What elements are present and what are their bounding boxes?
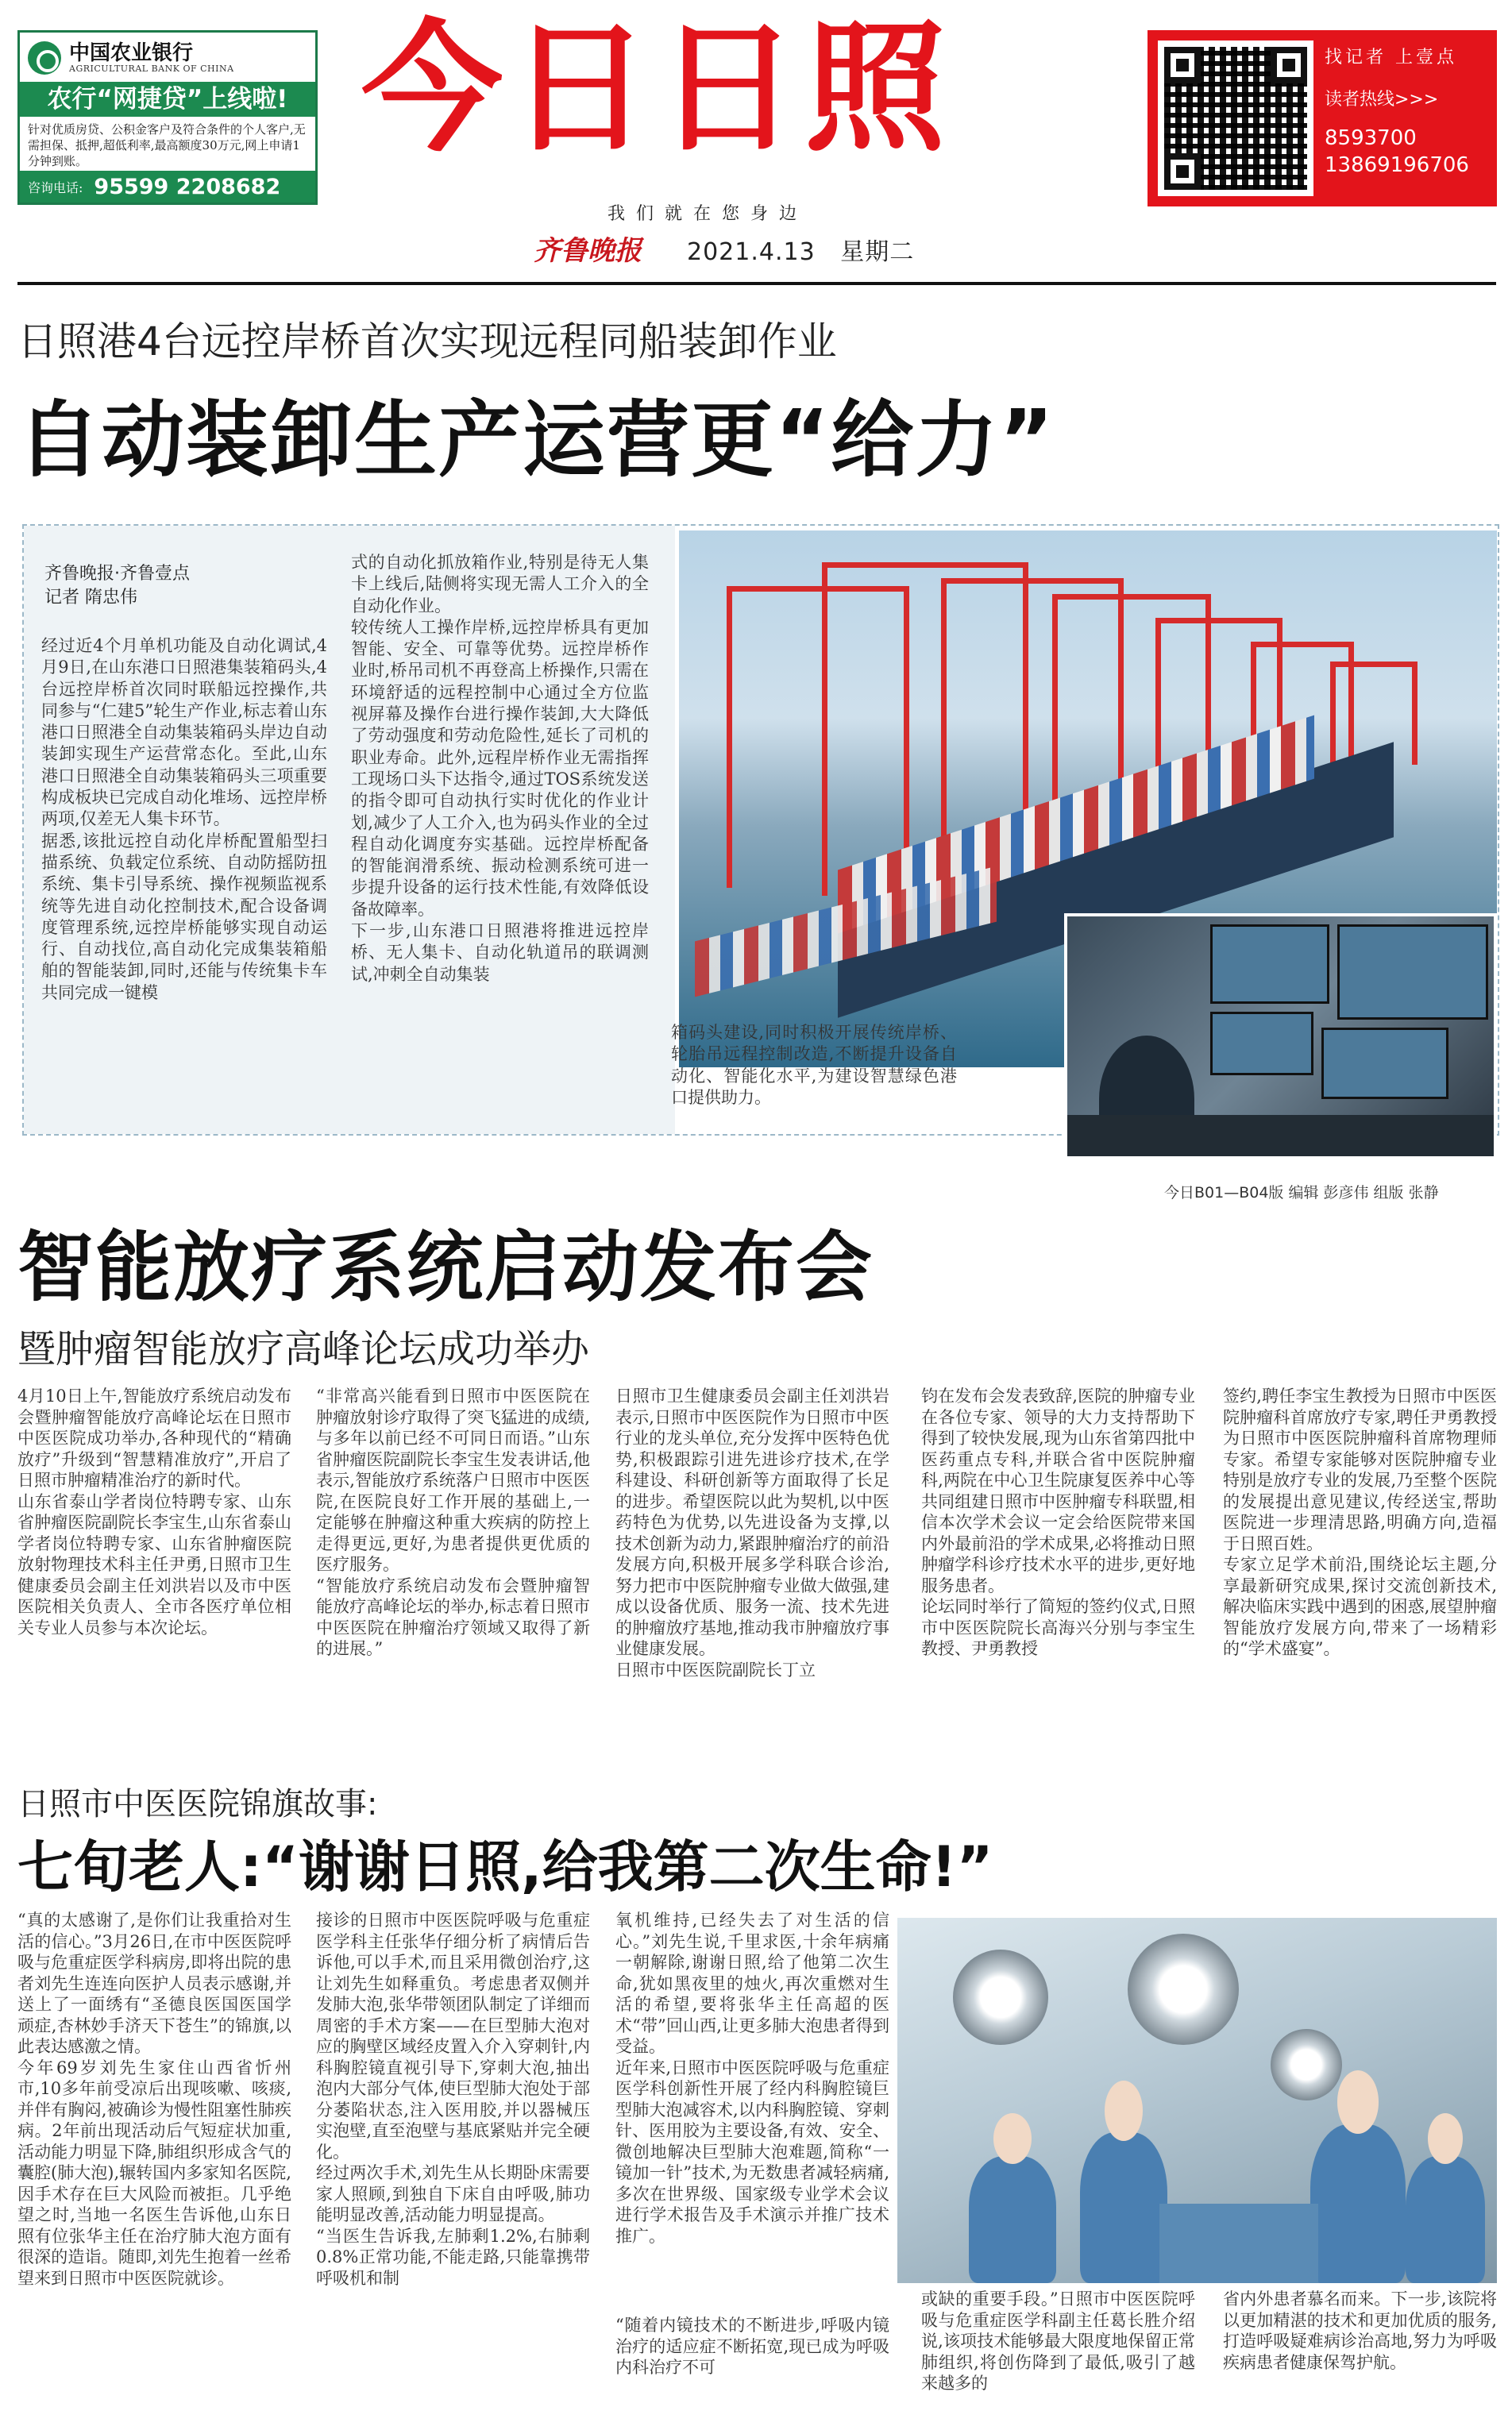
issue-date: 2021.4.13 [687, 238, 816, 266]
masthead-slogan: 我们就在您身边 [608, 204, 808, 224]
story3-column-2: 接诊的日照市中医医院呼吸与危重症医学科主任张华仔细分析了病情后告诉他,可以手术,而且采用微创治疗,这让刘先生如释重负。考虑患者双侧并发肺大泡,张华带领团队制定了详细而周密的手术方案——在巨型肺大泡对应的胸壁区域经皮置入介入穿刺针,内科胸腔镜直视引导下,穿刺大泡,抽出泡内大部分气体,使巨型肺大泡处于部分萎陷状态,注入医用胶,并以器械压实泡壁,直至泡壁与基底紧贴并完全硬化。 经过两次手术,刘先生从长期卧床需要家人照顾,到独自下床自由呼吸,肺功能明显改善,活动能力明显提高。 “当医生告诉我,左肺剩1.2%,右肺剩0.8%正常功能,不能走路,只能靠携带呼吸机和制 [316, 1911, 590, 2288]
story3-kicker: 日照市中医医院锦旗故事: [17, 1786, 378, 1823]
story1-byline-reporter: 记者 隋忠伟 [44, 588, 137, 608]
story1-byline [44, 562, 190, 610]
contact-box [1148, 30, 1497, 206]
ad-phone-label: 咨询电话: [28, 179, 83, 195]
story1-column-2: 式的自动化抓放箱作业,特别是待无人集卡上线后,陆侧将实现无需人工介入的全自动化作业。 较传统人工操作岸桥,远控岸桥具有更加智能、安全、可靠等优势。远控岸桥作业时,桥吊司机不再登高上桥操作,只需在环境舒适的远程控制中心通过全方位监视屏幕及操作台进行操作装卸,大大降低了劳动强度和劳动危险性,延长了司机的职业寿命。此外,远程岸桥作业无需指挥工现场口头下达指令,通过TOS系统发送的指令即可自动执行实时优化的作业计划,减少了人工介入,也为码头作业的全过程自动化调度夯实基础。远控岸桥配备的智能润滑系统、振动检测系统可进一步提升设备的运行技术性能,有效降低设备故障率。 下一步,山东港口日照港将推进远控岸桥、无人集卡、自动化轨道吊的联调测试,冲刺全自动集装 [351, 553, 649, 984]
story2-column-4: 钧在发布会发表致辞,医院的肿瘤专业在各位专家、领导的大力支持帮助下得到了较快发展,现为山东省第四批中医药重点专科,并联合省中医院肿瘤科,两院在中心卫生院康复医养中心等共同组建日照市中医肿瘤专科联盟,相信本次学术会议一定会给医院带来国内外最前沿的学术成果,必将推动日照肿瘤学科诊疗技术水平的进步,更好地服务患者。 论坛同时举行了简短的签约仪式,日照市中医医院院长高海兴分别与李宝生教授、尹勇教授 [921, 1387, 1195, 1658]
bank-name-english: AGRICULTURAL BANK OF CHINA [69, 63, 234, 74]
surgery-photo [897, 1918, 1497, 2283]
story2-subhead: 暨肿瘤智能放疗高峰论坛成功举办 [17, 1327, 590, 1371]
issue-weekday: 星期二 [840, 238, 915, 266]
bank-name: 中国农业银行 [69, 41, 194, 65]
story3-column-3: 氧机维持,已经失去了对生活的信心。”刘先生说,千里求医,十余年病痛一朝解除,谢谢日照,给了他第二次生命,犹如黑夜里的烛火,再次重燃对生活的希望,要将张华主任高超的医术“带”回山西,让更多肺大泡患者得到受益。 近年来,日照市中医医院呼吸与危重症医学科创新性开展了经内科胸腔镜巨型肺大泡减容术,以内科胸腔镜、穿刺针、医用胶为主要设备,有效、安全、微创地解决巨型肺大泡难题,简称“一镜加一针”技术,为无数患者减轻病痛,多次在世界级、国家级专业学术会议进行学术报告及手术演示并推广技术推广。 [615, 1911, 889, 2246]
story3-column-1: “真的太感谢了,是你们让我重拾对生活的信心。”3月26日,在市中医医院呼吸与危重症医学科病房,即将出院的患者刘先生连连向医护人员表示感谢,并送上了一面绣有“圣德良医国医国学顽症,杏林妙手济天下苍生”的锦旗,以此表达感激之情。 今年69岁刘先生家住山西省忻州市,10多年前受凉后出现咳嗽、咳痰,并伴有胸闷,被确诊为慢性阻塞性肺疾病。2年前出现活动后气短症状加重,活动能力明显下降,肺组织形成含气的囊腔(肺大泡),辗转国内多家知名医院,因手术存在巨大风险而被拒。几乎绝望之时,当地一名医生告诉他,山东日照有位张华主任在治疗肺大泡方面有很深的造诣。随即,刘先生抱着一丝希望来到日照市中医医院就诊。 [17, 1911, 291, 2288]
ad-phone-number: 95599 2208682 [94, 174, 281, 199]
contact-line-1: 找记者 上壹点 [1325, 48, 1457, 68]
story2-column-3: 日照市卫生健康委员会副主任刘洪岩表示,日照市中医医院作为日照市中医行业的龙头单位,充分发挥中医特色优势,积极跟踪引进先进诊疗技术,在学科建设、科研创新等方面取得了长足的进步。希望医院以此为契机,以中医药特色为优势,以先进设备为支撑,以技术创新为动力,紧跟肿瘤治疗的前沿发展方向,积极开展多学科联合诊治,努力把市中医院肿瘤专业做大做强,建成以设备优质、服务一流、技术先进的肿瘤放疗基地,推动我市肿瘤放疗事业健康发展。 日照市中医医院副院长丁立 [615, 1387, 889, 1680]
story2-column-1: 4月10日上午,智能放疗系统启动发布会暨肿瘤智能放疗高峰论坛在日照市中医医院成功举办,各种现代的“精确放疗”升级到“智慧精准放疗”,开启了日照市肿瘤精准治疗的新时代。 山东省泰山学者岗位特聘专家、山东省肿瘤医院副院长李宝生,山东省泰山学者岗位特聘专家、山东省肿瘤医院放射物理技术科主任尹勇,日照市卫生健康委员会副主任刘洪岩以及市中医医院相关负责人、全市各医疗单位相关专业人员参与本次论坛。 [17, 1387, 291, 1637]
remote-control-room-photo [1064, 913, 1497, 1159]
page-credit: 今日B01—B04版 编辑 彭彦伟 组版 张静 [1164, 1184, 1439, 1202]
masthead-title: 今日日照 [361, 6, 952, 171]
story2-headline: 智能放疗系统启动发布会 [17, 1223, 874, 1312]
qr-code-icon[interactable] [1158, 41, 1313, 196]
ad-phone-bar [20, 171, 315, 203]
dateline [687, 232, 914, 267]
story2-column-5: 签约,聘任李宝生教授为日照市中医医院肿瘤科首席放疗专家,聘任尹勇教授为日照市中医医院肿瘤科首席物理师专家。希望专家能够对医院肿瘤专业特别是放疗专业的发展,乃至整个医院的发展提出意见建议,传经送宝,帮助医院进一步理清思路,明确方向,造福于日照百姓。 专家立足学术前沿,围绕论坛主题,分享最新研究成果,探讨交流创新技术,解决临床实践中遇到的困惑,展望肿瘤智能放疗发展方向,带来了一场精彩的“学术盛宴”。 [1223, 1387, 1497, 1658]
story1-byline-source: 齐鲁晚报·齐鲁壹点 [44, 564, 190, 584]
story1-headline: 自动装卸生产运营更“给力” [17, 392, 1055, 488]
contact-line-2: 读者热线>>> [1325, 90, 1439, 110]
paper-name: 齐鲁晚报 [534, 235, 642, 267]
bank-advertisement [17, 30, 318, 205]
ad-slogan: 农行“网捷贷”上线啦! [20, 82, 315, 117]
bank-header [28, 39, 310, 77]
story1-kicker: 日照港4台远控岸桥首次实现远程同船装卸作业 [17, 318, 837, 365]
bank-logo-icon [28, 41, 61, 75]
story3-headline: 七旬老人:“谢谢日照,给我第二次生命!” [17, 1834, 993, 1900]
hotline-2: 13869196706 [1325, 153, 1469, 177]
story1-column-1: 经过近4个月单机功能及自动化调试,4月9日,在山东港口日照港集装箱码头,4台远控岸桥首次同时联船远控操作,共同参与“仁建5”轮生产作业,标志着山东港口日照港全自动集装箱码头岸边自动装卸实现生产运营常态化。至此,山东港口日照港全自动集装箱码头三项重要构成板块已完成自动化堆场、远控岸桥两项,仅差无人集卡环节。 据悉,该批远控自动化岸桥配置船型扫描系统、负载定位系统、自动防摇防扭系统、集卡引导系统、操作视频监视系统等先进自动化控制技术,配合设备调度管理系统,远控岸桥能够实现自动运行、自动找位,高自动化完成集装箱船舶的智能装卸,同时,还能与传统集卡车共同完成一键模 [41, 636, 327, 1002]
story2-column-2: “非常高兴能看到日照市中医医院在肿瘤放射诊疗取得了突飞猛进的成绩,与多年以前已经不可同日而语。”山东省肿瘤医院副院长李宝生发表讲话,他表示,智能放疗系统落户日照市中医医院,在医院良好工作开展的基础上,一定能够在肿瘤这种重大疾病的防控上走得更远,更好,为患者提供更优质的医疗服务。 “智能放疗系统启动发布会暨肿瘤智能放疗高峰论坛的举办,标志着日照市中医医院在肿瘤治疗领域又取得了新的进展。” [316, 1387, 590, 1658]
story3-column-5: 省内外患者慕名而来。下一步,该院将以更加精湛的技术和更加优质的服务,打造呼吸疑难病诊治高地,努力为呼吸疾病患者健康保驾护航。 [1223, 2289, 1497, 2372]
contact-text [1325, 44, 1491, 179]
hotline-1: 8593700 [1325, 126, 1417, 150]
story3-column-3-end: “随着内镜技术的不断进步,呼吸内镜治疗的适应症不断拓宽,现已成为呼吸内科治疗不可 [615, 2316, 889, 2377]
story1-column-2-continued: 箱码头建设,同时积极开展传统岸桥、轮胎吊远程控制改造,不断提升设备自动化、智能化水平,为建设智慧绿色港口提供助力。 [671, 1023, 957, 1107]
ad-body: 针对优质房贷、公积金客户及符合条件的个人客户,无需担保、抵押,超低利率,最高额度30万元,网上申请1分钟到账。 [28, 122, 306, 168]
story3-column-4: 或缺的重要手段。”日照市中医医院呼吸与危重症医学科副主任葛长胜介绍说,该项技术能够最大限度地保留正常肺组织,将创伤降到了最低,吸引了越来越多的 [921, 2289, 1195, 2393]
masthead-divider [17, 282, 1496, 285]
